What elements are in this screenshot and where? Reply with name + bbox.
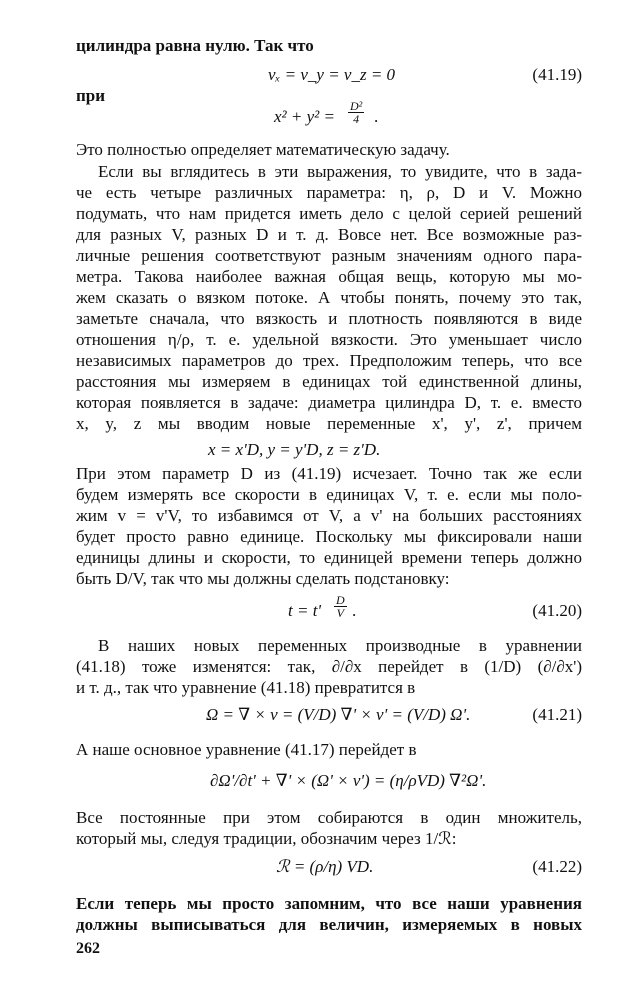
text-line: должны выписываться для величин, измеряемых в новых — [76, 915, 582, 934]
text-line: (41.18) тоже изменятся: так, ∂/∂x перейдет в (1/D) (∂/∂x') — [76, 657, 582, 676]
text-line: Если вы вглядитесь в эти выражения, то увидите, что в зада- — [98, 162, 582, 181]
fraction-denominator: V — [336, 606, 344, 620]
text-line: единицы длины и скорости, то единицей времени теперь должно — [76, 548, 582, 567]
equation-text: x = x'D, y = y'D, z = z'D. — [208, 440, 381, 459]
equation-fraction — [348, 100, 364, 125]
text-line: Если теперь мы просто запомним, что все наши уравнения — [76, 894, 582, 913]
text-line: подумать, что нам придется иметь дело с целой серией решений — [76, 204, 582, 223]
text-line: В наших новых переменных производные в уравнении — [98, 636, 582, 655]
text-line: независимых параметров до трех. Предположим теперь, что все — [76, 351, 582, 370]
equation-text: ∂Ω'/∂t' + ∇' × (Ω' × v') = (η/ρVD) ∇²Ω'. — [210, 771, 487, 790]
text-line: для разных V, разных D и т. д. Вовсе нет. Все возможные раз- — [76, 225, 582, 244]
equation-number: (41.21) — [532, 705, 582, 724]
text-line: который мы, следуя традиции, обозначим через 1/ℛ: — [76, 829, 457, 848]
equation-text: Ω = ∇ × v = (V/D) ∇' × v' = (V/D) Ω'. — [206, 705, 471, 724]
text-line: метра. Такова наиболее важная общая вещь, которую мы мо- — [76, 267, 582, 286]
equation-number: (41.20) — [532, 601, 582, 620]
text-line: Это полностью определяет математическую задачу. — [76, 140, 450, 159]
text-line: быть D/V, так что мы должны сделать подстановку: — [76, 569, 450, 588]
equation-text: ℛ = (ρ/η) VD. — [276, 857, 374, 876]
text-line: и т. д., так что уравнение (41.18) превратится в — [76, 678, 416, 697]
text-line: А наше основное уравнение (41.17) перейдет в — [76, 740, 417, 759]
text-line: будет просто равно единице. Поскольку мы фиксировали наши — [76, 527, 582, 546]
text-line: расстояния мы измеряем в единицах той единственной длины, — [76, 372, 582, 391]
page-number: 262 — [76, 940, 100, 957]
text-line: цилиндра равна нулю. Так что — [76, 36, 314, 55]
text-line: Все постоянные при этом собираются в один множитель, — [76, 808, 582, 827]
text-line: заметьте сначала, что вязкость и плотность появляются в виде — [76, 309, 582, 328]
equation-text: t = t' — [288, 601, 322, 620]
fraction-denominator: 4 — [353, 112, 360, 126]
equation-number: (41.19) — [532, 65, 582, 84]
text-line: че есть четыре различных параметра: η, ρ, D и V. Можно — [76, 183, 582, 202]
text-line: при — [76, 86, 106, 105]
fraction-numerator: D — [336, 593, 345, 607]
equation-text: vₓ = v_y = v_z = 0 — [268, 65, 396, 84]
text-line: При этом параметр D из (41.19) исчезает. Точно так же если — [76, 464, 582, 483]
text-line: которая появляется в задаче: диаметра цилиндра D, т. е. вместо — [76, 393, 582, 412]
equation-fraction — [334, 594, 347, 619]
equation-number: (41.22) — [532, 857, 582, 876]
text-line: x, y, z мы вводим новые переменные x', y', z', причем — [76, 414, 582, 433]
text-line: отношения η/ρ, т. е. удельной вязкости. Это уменьшает число — [76, 330, 582, 349]
text-line: жим v = v'V, то избавимся от V, а v' на больших расстояниях — [76, 506, 582, 525]
equation-text: x² + y² = — [274, 107, 335, 126]
text-line: жем сказать о вязком потоке. А чтобы понять, почему это так, — [76, 288, 582, 307]
fraction-numerator: D² — [350, 99, 363, 113]
text-line: будем измерять все скорости в единицах V, т. е. если мы поло- — [76, 485, 582, 504]
text-line: личные решения соответствуют разным значениям одного пара- — [76, 246, 582, 265]
